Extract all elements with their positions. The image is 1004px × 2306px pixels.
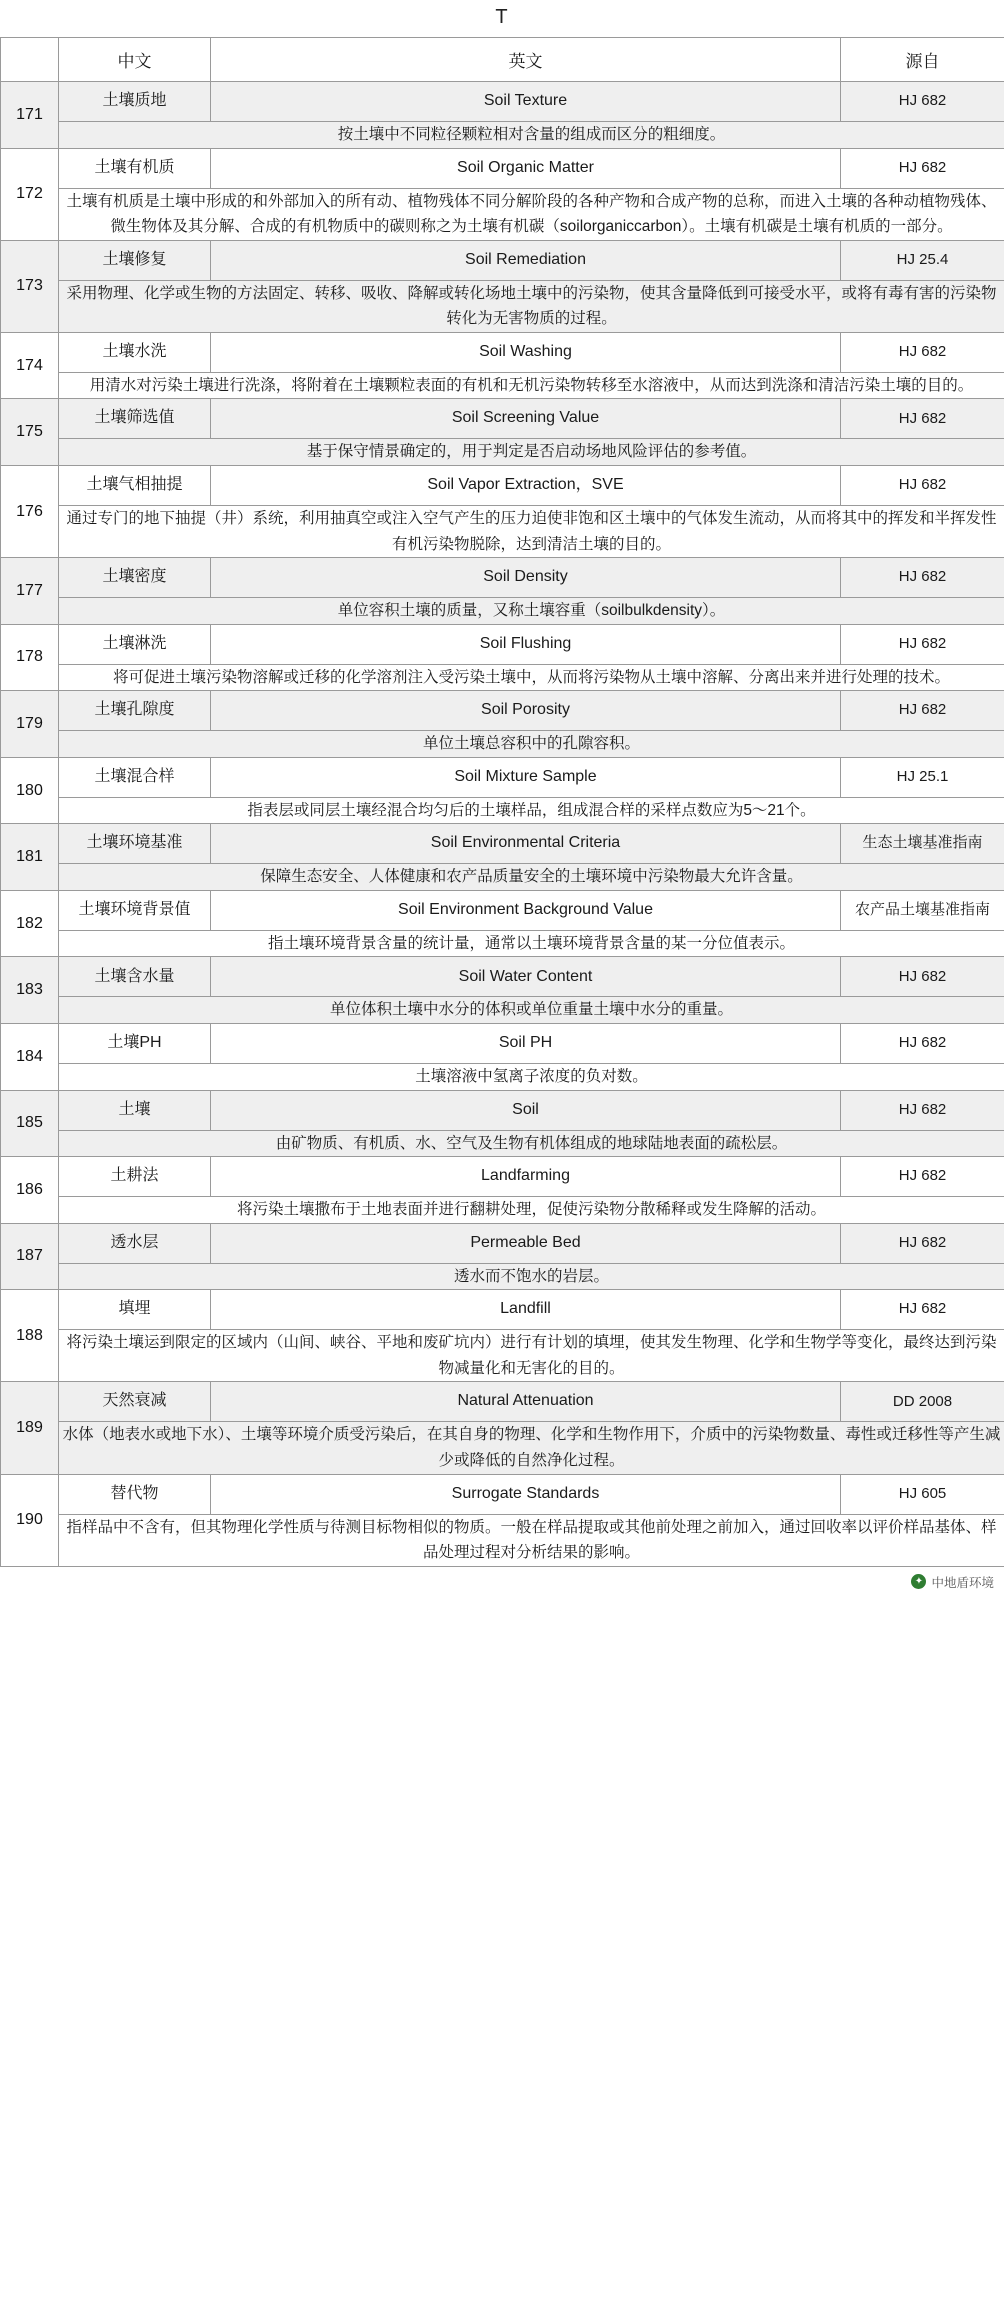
term-source: HJ 25.1 [841,757,1004,797]
row-number: 185 [1,1090,59,1157]
term-definition: 指样品中不含有，但其物理化学性质与待测目标物相似的物质。一般在样品提取或其他前处理之前加入，通过回收率以评价样品基体、样品处理过程对分析结果的影响。 [59,1514,1004,1566]
column-header-number [1,38,59,82]
table-row [1,757,1004,797]
term-source: HJ 682 [841,1290,1004,1330]
table-row-description [1,372,1004,399]
term-definition: 由矿物质、有机质、水、空气及生物有机体组成的地球陆地表面的疏松层。 [59,1130,1004,1157]
table-row-description [1,797,1004,824]
term-definition: 将污染土壤运到限定的区域内（山间、峡谷、平地和废矿坑内）进行有计划的填埋，使其发生物理、化学和生物学等变化，最终达到污染物减量化和无害化的目的。 [59,1330,1004,1382]
term-english: Landfill [211,1290,841,1330]
term-chinese: 透水层 [59,1223,211,1263]
term-english: Soil Mixture Sample [211,757,841,797]
row-number: 175 [1,399,59,466]
term-definition: 土壤溶液中氢离子浓度的负对数。 [59,1064,1004,1091]
term-definition: 透水而不饱水的岩层。 [59,1263,1004,1290]
table-header [1,38,1004,82]
table-row-description [1,280,1004,332]
table-row [1,82,1004,122]
term-chinese: 填埋 [59,1290,211,1330]
term-chinese: 土壤淋洗 [59,624,211,664]
table-row [1,465,1004,505]
term-english: Surrogate Standards [211,1474,841,1514]
row-number: 182 [1,890,59,957]
term-definition: 基于保守情景确定的，用于判定是否启动场地风险评估的参考值。 [59,439,1004,466]
table-row [1,1474,1004,1514]
term-chinese: 土壤气相抽提 [59,465,211,505]
term-definition: 通过专门的地下抽提（井）系统，利用抽真空或注入空气产生的压力迫使非饱和区土壤中的气体发生流动，从而将其中的挥发和半挥发性有机污染物脱除，达到清洁土壤的目的。 [59,505,1004,557]
term-source: HJ 682 [841,1223,1004,1263]
term-chinese: 土壤密度 [59,558,211,598]
term-source: HJ 682 [841,1090,1004,1130]
row-number: 179 [1,691,59,758]
table-body [1,82,1004,1567]
table-row [1,1382,1004,1422]
leaf-icon: ✦ [911,1574,926,1589]
table-row-description [1,1197,1004,1224]
column-header-source: 源自 [841,38,1004,82]
row-number: 186 [1,1157,59,1224]
row-number: 188 [1,1290,59,1382]
row-number: 174 [1,332,59,399]
term-chinese: 土耕法 [59,1157,211,1197]
table-row [1,691,1004,731]
term-source: HJ 682 [841,558,1004,598]
row-number: 183 [1,957,59,1024]
table-row [1,890,1004,930]
table-row [1,1290,1004,1330]
term-source: HJ 682 [841,691,1004,731]
term-source: HJ 682 [841,148,1004,188]
term-source: 生态土壤基准指南 [841,824,1004,864]
table-row-description [1,598,1004,625]
term-english: Soil Water Content [211,957,841,997]
term-definition: 采用物理、化学或生物的方法固定、转移、吸收、降解或转化场地土壤中的污染物，使其含量降低到可接受水平，或将有毒有害的污染物转化为无害物质的过程。 [59,280,1004,332]
table-row [1,1090,1004,1130]
table-row-description [1,1422,1004,1474]
table-row-description [1,1130,1004,1157]
table-row-description [1,1514,1004,1566]
row-number: 184 [1,1024,59,1091]
row-number: 171 [1,82,59,149]
row-number: 177 [1,558,59,625]
row-number: 181 [1,824,59,891]
term-english: Soil Remediation [211,240,841,280]
table-row-description [1,930,1004,957]
term-source: HJ 682 [841,957,1004,997]
term-source: HJ 682 [841,465,1004,505]
watermark-label: 中地盾环境 [931,1575,994,1590]
term-english: Soil Environment Background Value [211,890,841,930]
term-chinese: 土壤 [59,1090,211,1130]
table-row-description [1,188,1004,240]
term-definition: 指土壤环境背景含量的统计量，通常以土壤环境背景含量的某一分位值表示。 [59,930,1004,957]
term-english: Soil Texture [211,82,841,122]
term-english: Permeable Bed [211,1223,841,1263]
table-row-description [1,1330,1004,1382]
column-header-chinese: 中文 [59,38,211,82]
term-english: Natural Attenuation [211,1382,841,1422]
term-english: Soil Vapor Extraction，SVE [211,465,841,505]
term-definition: 按土壤中不同粒径颗粒相对含量的组成而区分的粗细度。 [59,122,1004,149]
term-chinese: 土壤含水量 [59,957,211,997]
term-english: Soil Screening Value [211,399,841,439]
watermark [911,1573,994,1591]
term-source: HJ 682 [841,332,1004,372]
term-definition: 土壤有机质是土壤中形成的和外部加入的所有动、植物残体不同分解阶段的各种产物和合成产物的总称，而进入土壤的各种动植物残体、微生物体及其分解、合成的有机物质中的碳则称之为土壤有机碳（soilorganiccarbon）。土壤有机碳是土壤有机质的一部分。 [59,188,1004,240]
term-english: Soil [211,1090,841,1130]
term-english: Soil Environmental Criteria [211,824,841,864]
table-row [1,399,1004,439]
term-chinese: 替代物 [59,1474,211,1514]
table-row [1,1024,1004,1064]
term-english: Landfarming [211,1157,841,1197]
term-definition: 指表层或同层土壤经混合均匀后的土壤样品，组成混合样的采样点数应为5～21个。 [59,797,1004,824]
column-header-english: 英文 [211,38,841,82]
table-row-description [1,1263,1004,1290]
glossary-table [0,37,1004,1567]
table-row-description [1,997,1004,1024]
term-definition: 单位土壤总容积中的孔隙容积。 [59,731,1004,758]
term-chinese: 土壤质地 [59,82,211,122]
term-definition: 保障生态安全、人体健康和农产品质量安全的土壤环境中污染物最大允许含量。 [59,864,1004,891]
term-source: HJ 25.4 [841,240,1004,280]
page-title: T [495,6,509,28]
term-definition: 用清水对污染土壤进行洗涤，将附着在土壤颗粒表面的有机和无机污染物转移至水溶液中，从而达到洗涤和清洁污染土壤的目的。 [59,372,1004,399]
term-chinese: 土壤环境背景值 [59,890,211,930]
table-row-description [1,439,1004,466]
row-number: 173 [1,240,59,332]
term-english: Soil Density [211,558,841,598]
term-source: HJ 605 [841,1474,1004,1514]
term-source: HJ 682 [841,399,1004,439]
table-row-description [1,864,1004,891]
term-english: Soil Porosity [211,691,841,731]
row-number: 187 [1,1223,59,1290]
term-english: Soil Flushing [211,624,841,664]
term-source: 农产品土壤基准指南 [841,890,1004,930]
term-definition: 单位容积土壤的质量，又称土壤容重（soilbulkdensity）。 [59,598,1004,625]
term-chinese: 土壤修复 [59,240,211,280]
term-source: DD 2008 [841,1382,1004,1422]
term-source: HJ 682 [841,82,1004,122]
term-source: HJ 682 [841,624,1004,664]
table-row-description [1,731,1004,758]
row-number: 176 [1,465,59,557]
table-row-description [1,122,1004,149]
table-row [1,558,1004,598]
table-row-description [1,505,1004,557]
row-number: 172 [1,148,59,240]
term-chinese: 土壤混合样 [59,757,211,797]
row-number: 180 [1,757,59,824]
table-row [1,957,1004,997]
term-english: Soil PH [211,1024,841,1064]
term-definition: 将可促进土壤污染物溶解或迁移的化学溶剂注入受污染土壤中，从而将污染物从土壤中溶解、分离出来并进行处理的技术。 [59,664,1004,691]
term-chinese: 天然衰减 [59,1382,211,1422]
term-chinese: 土壤水洗 [59,332,211,372]
table-row-description [1,1064,1004,1091]
term-chinese: 土壤环境基准 [59,824,211,864]
row-number: 178 [1,624,59,691]
row-number: 190 [1,1474,59,1566]
table-row [1,148,1004,188]
term-english: Soil Organic Matter [211,148,841,188]
term-chinese: 土壤有机质 [59,148,211,188]
table-row-description [1,664,1004,691]
table-row [1,1223,1004,1263]
table-row [1,624,1004,664]
term-source: HJ 682 [841,1157,1004,1197]
term-definition: 水体（地表水或地下水）、土壤等环境介质受污染后，在其自身的物理、化学和生物作用下，介质中的污染物数量、毒性或迁移性等产生减少或降低的自然净化过程。 [59,1422,1004,1474]
row-number: 189 [1,1382,59,1474]
table-row [1,332,1004,372]
term-chinese: 土壤筛选值 [59,399,211,439]
table-row [1,824,1004,864]
term-definition: 将污染土壤撒布于土地表面并进行翻耕处理，促使污染物分散稀释或发生降解的活动。 [59,1197,1004,1224]
term-source: HJ 682 [841,1024,1004,1064]
term-chinese: 土壤孔隙度 [59,691,211,731]
term-chinese: 土壤PH [59,1024,211,1064]
term-english: Soil Washing [211,332,841,372]
table-row [1,240,1004,280]
term-definition: 单位体积土壤中水分的体积或单位重量土壤中水分的重量。 [59,997,1004,1024]
table-row [1,1157,1004,1197]
